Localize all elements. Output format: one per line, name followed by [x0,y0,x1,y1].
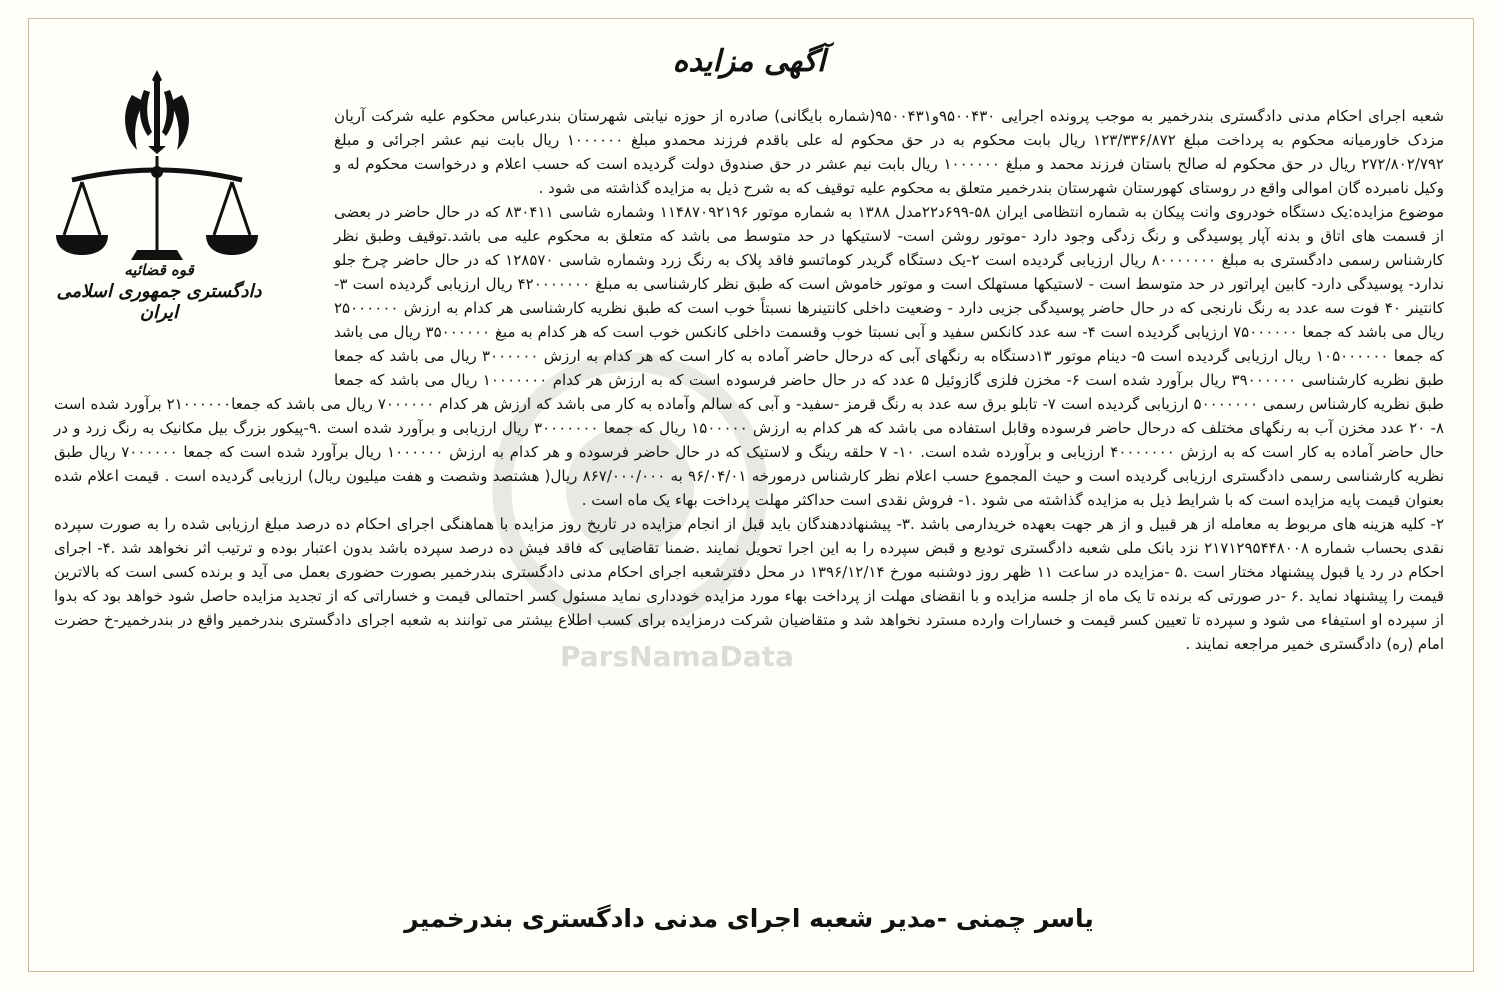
paragraph-items: موضوع مزایده:یک دستگاه خودروی وانت پیکان به شماره انتظامی ایران ۵۸-۶۹۹د۲۲مدل ۱۳۸۸ به شماره موتور ۱۱۴۸۷۰۹۲۱۹۶ وشماره شاسی ۸۳۰۴۱۱ که در حال حاضر در بعضی از قسمت های اتاق و بدنه آپار پوسیدگی و رنگ زدگی وجود دارد -موتور روشن است- لاستیکها در حد متوسط می باشد که متعلق به محکوم علیه می باشد.توقیف وطبق نظر کارشناس رسمی دادگستری به مبلغ ۸۰۰۰۰۰۰۰ ریال ارزیابی گردیده است ۲-یک دستگاه گریدر کوماتسو فاقد پلاک به رنگ زرد وشماره شاسی ۱۲۸۵۷۰ که در حال حاضر چرخ جلو ندارد- پوسیدگی دارد- کابین اپراتور در حد متوسط است - لاستیکها مستهلک است و موتور خاموش است که طبق نظر کارشناسی به مبلغ ۴۲۰۰۰۰۰۰۰ ریال ارزیابی گردیده است ۳-کانتینر ۴۰ فوت سه عدد به رنگ نارنجی که در حال حاضر پوسیدگی جزیی دارد - وضعیت داخلی کانتینرها نسبتاً خوب است که طبق نظریه کارشناسی هر کدام به ارزش ۲۵۰۰۰۰۰۰ ریال می باشد که جمعا ۷۵۰۰۰۰۰۰ ارزیابی گردیده است ۴- سه عدد کانکس سفید و آبی نسبتا خوب وقسمت داخلی کانکس خوب است که هر کدام به مبغ ۳۵۰۰۰۰۰۰ ریال می باشد که جمعا ۱۰۵۰۰۰۰۰۰ ریال ارزیابی گردیده است ۵- دینام موتور ۱۳دستگاه به رنگهای آبی که درحال حاضر آماده به کار است که هر کدام به ارزش ۳۰۰۰۰۰۰ ریال می باشد که جمعا طبق نظریه کارشناسی ۳۹۰۰۰۰۰۰ ریال برآورد شده است ۶- مخزن فلزی گازوئیل ۵ عدد که در حال حاضر فرسوده است که به ارزش هر کدام ۱۰۰۰۰۰۰۰ ریال می باشد که جمعا طبق نظریه کارشناس رسمی ۵۰۰۰۰۰۰۰ ارزیابی گردیده است ۷- تابلو برق سه عدد به رنگ قرمز -سفید- و آبی که سالم وآماده به کار می باشد که ارزش هر کدام ۷۰۰۰۰۰۰ ریال می باشد که جمعا۲۱۰۰۰۰۰۰ برآورد شده است ۸- ۲۰ عدد مخزن آب به رنگهای مختلف که درحال حاضر فرسوده وقابل استفاده می باشد که هر کدام به ارزش ۱۵۰۰۰۰۰ ریال که جمعا ۳۰۰۰۰۰۰۰ ریال ارزیابی و برآورد شده است .۹-پیکور بزرگ بیل مکانیک به رنگ زرد و در حال حاضر آماده به کار است که به ارزش ۴۰۰۰۰۰۰۰ ارزیابی و برآورده شده است. ۱۰- ۷ حلقه رینگ و لاستیک که در حال حاضر فرسوده و هر کدام به ارزش ۱۰۰۰۰۰۰ ریال برآورد شده است که جمعا ۷۰۰۰۰۰۰ ریال طبق نظریه کارشناسی رسمی دادگستری ارزیابی گردیده است و حیث المجموع حسب اعلام نظر کارشناس درمورخه ۹۶/۰۴/۰۱ به ۸۶۷/۰۰۰/۰۰۰ ریال( هشتصد وشصت و هفت میلیون ریال) ارزیابی گردیده است . قیمت اعلام شده بعنوان قیمت پایه مزایده است که با شرایط ذیل به مزایده گذاشته می شود .۱- فروش نقدی است حداکثر مهلت پرداخت بهاء یک ماه است . [54,203,1445,509]
emblem-spacer [54,104,334,370]
signature: یاسر چمنی -مدیر شعبه اجرای مدنی دادگستری بندرخمیر [404,904,1094,933]
emblem-line1: قوه قضائیه [124,261,194,279]
watermark-text: ParsNamaData [560,640,794,673]
notice-title: آگهی مزایده [672,44,826,79]
paragraph-conditions: ۲- کلیه هزینه های مربوط به معامله از هر قبیل و از هر جهت بعهده خریدارمی باشد .۳- پیشنهاددهندگان باید قبل از انجام مزایده در تاریخ روز مزایده با هماهنگی اجرای احکام ده درصد مبلغ ارزیابی شده را به صورت سپرده نقدی بحساب شماره ۲۱۷۱۲۹۵۴۴۸۰۰۸ نزد بانک ملی شعبه دادگستری تودیع و قبض سپرده را به این اجرا تحویل نمایند .ضمنا تقاضایی که فاقد فیش ده درصد سپرده باشد بدون اعتبار بوده و ترتیب اثر نخواهد شد .۴- اجرای احکام در رد یا قبول پیشنهاد مختار است .۵ -مزایده در ساعت ۱۱ ظهر روز دوشنبه مورخ ۱۳۹۶/۱۲/۱۴ در محل دفترشعبه اجرای احکام مدنی دادگستری بندرخمیر بصورت حضوری بعمل می آید و برنده کسی است که بالاترین قیمت را پیشنهاد نماید .۶ -در صورتی که برنده تا یک ماه از جلسه مزایده و با انقضای مهلت از پرداخت بهاء مورد مزایده خودداری نماید مسئول کسر احتمالی قیمت و خساراتی که از تجدید مزایده حاصل شود خواهد بود که بدوا از سپرده او استیفاء می شود و سپرده تا تعیین کسر قیمت و خسارات وارده مسترد نخواهد شد و متقاضیان شرکت درمزایده برای کسب اطلاع بیشتر می توانند به شعبه اجرای دادگستری بندرخمیر واقع در بندرخمیر-خ حضرت امام (ره) دادگستری خمیر مراجعه نمایند . [54,515,1444,653]
notice-body [54,104,1444,656]
paragraph-intro: شعبه اجرای احکام مدنی دادگستری بندرخمیر به موجب پرونده اجرایی ۹۵۰۰۴۳۰و۹۵۰۰۴۳۱(شماره بایگانی) صادره از حوزه نیابتی شهرستان بندرعباس محکوم علیه شرکت آریان مزدک خاورمیانه محکوم به پرداخت مبلغ ۱۲۳/۳۳۶/۸۷۲ ریال بابت محکوم به در حق محکوم له علی باقدم فرزند محمدو مبلغ ۱۰۰۰۰۰۰ ریال بابت نیم عشر اجرائی و مبلغ ۲۷۲/۸۰۲/۷۹۲ ریال در حق محکوم له صالح باستان فرزند محمد و مبلغ ۱۰۰۰۰۰۰ ریال بابت نیم عشر در حق صندوق دولت گردیده است که حسب اعلام و درخواست محکوم له و وکیل نامبرده گان اموالی واقع در روستای کهورستان شهرستان بندرخمیر متعلق به محکوم علیه توقیف که به شرح ذیل به مزایده گذاشته می شود . [334,107,1444,197]
emblem-line2: دادگستری جمهوری اسلامی ایران [56,281,262,323]
